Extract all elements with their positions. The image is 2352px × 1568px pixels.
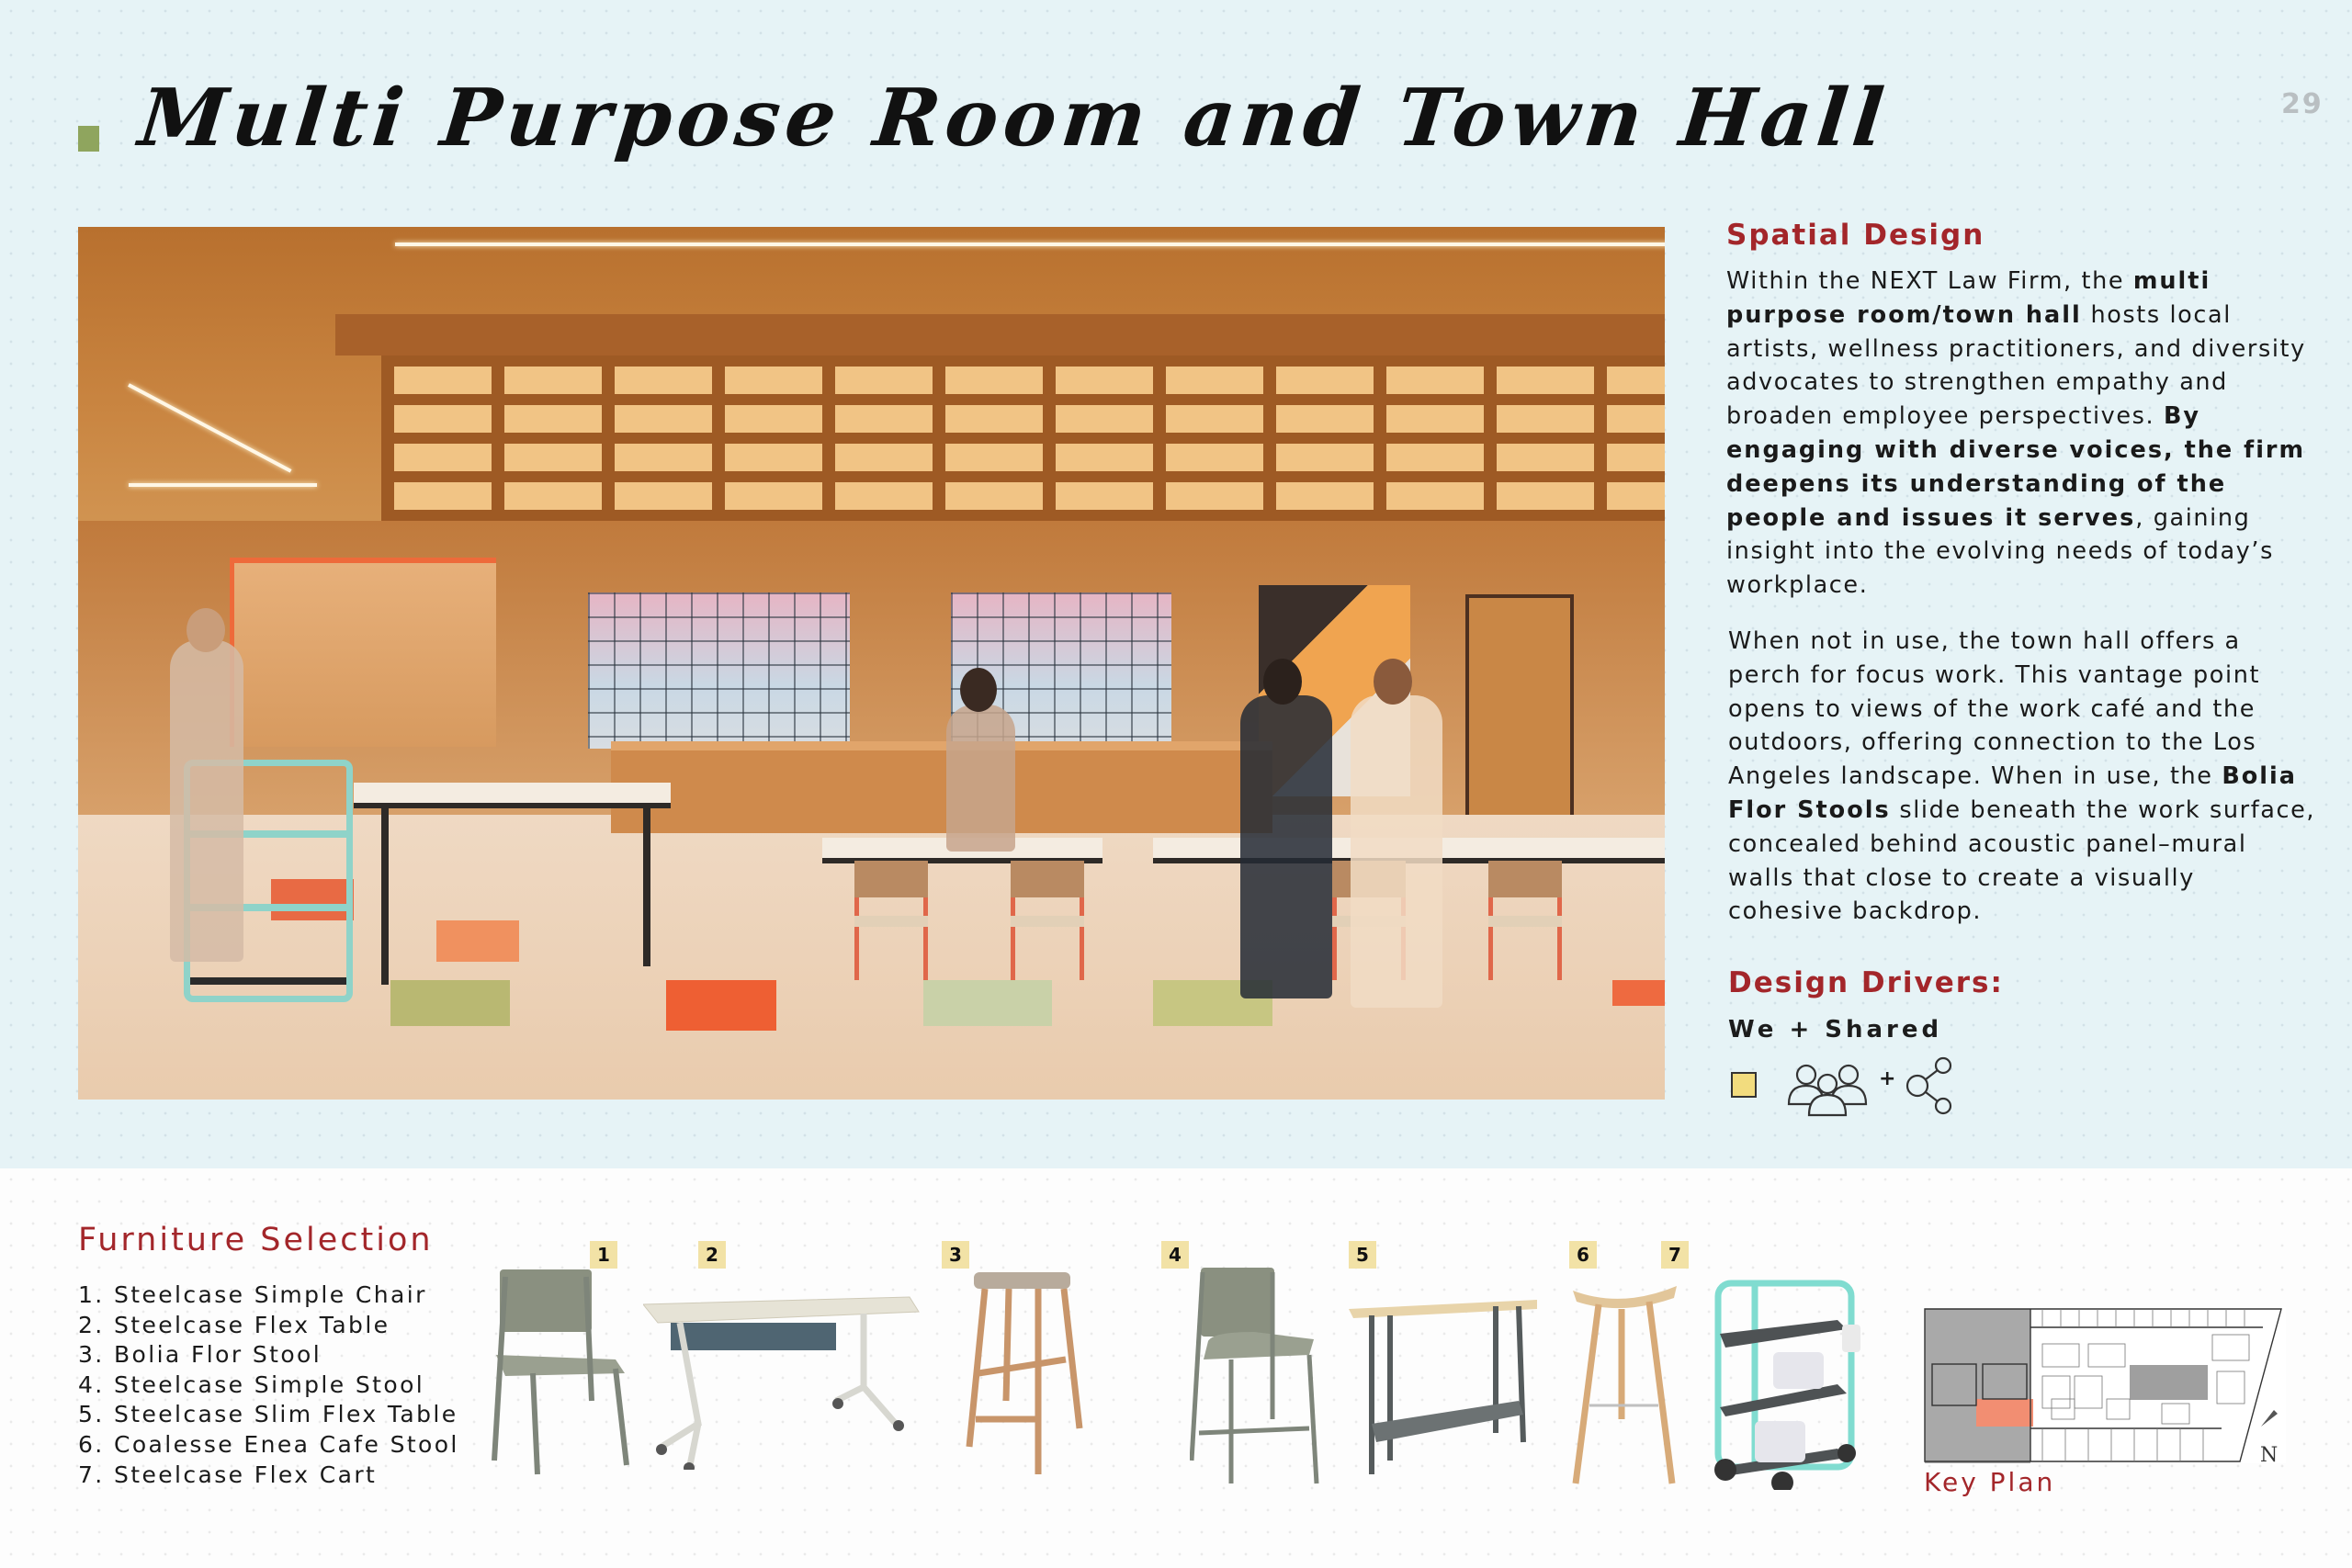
- floor-tile: [436, 920, 519, 962]
- furniture-list-item: 1. Steelcase Simple Chair: [78, 1281, 427, 1308]
- design-drivers-subheading: We + Shared: [1728, 1016, 1943, 1043]
- light-strip: [129, 483, 317, 487]
- design-drivers-heading: Design Drivers:: [1728, 966, 2004, 999]
- table-leg: [381, 806, 389, 985]
- furniture-list: [78, 1280, 459, 1490]
- chair: [854, 861, 928, 980]
- title-bullet-icon: [78, 126, 99, 152]
- driver-color-swatch: [1731, 1072, 1757, 1098]
- flex-cart-image: [1709, 1279, 1865, 1490]
- floor-tile: [1612, 980, 1665, 1006]
- spatial-design-heading: Spatial Design: [1726, 219, 1985, 252]
- chair: [1011, 861, 1084, 980]
- plus-icon: +: [1879, 1067, 1896, 1090]
- coffered-ceiling: [381, 355, 1665, 521]
- kitchenette: [230, 558, 496, 747]
- furniture-selection-heading: Furniture Selection: [78, 1222, 434, 1258]
- flex-table-image: [643, 1286, 937, 1470]
- furniture-list-item: 3. Bolia Flor Stool: [78, 1341, 322, 1369]
- north-label: N: [2260, 1444, 2278, 1463]
- person: [1240, 695, 1332, 998]
- people-group-icon: [1783, 1062, 1871, 1117]
- page-number: 29: [2281, 88, 2324, 120]
- window: [588, 592, 850, 749]
- text-run: slide beneath the work surface, concealed behind acoustic panel–mural walls that close to create a visually cohesive backdrop.: [1728, 795, 2316, 926]
- furniture-badge-6: 6: [1569, 1241, 1597, 1269]
- cart-shelf: [190, 977, 346, 985]
- text-run: , gaining insight into the evolving needs of today’s workplace.: [1726, 503, 2274, 600]
- person-head: [960, 668, 997, 712]
- spatial-design-paragraph-1: [1726, 265, 2314, 603]
- furniture-badge-1: 1: [590, 1241, 617, 1269]
- light-strip: [395, 243, 1665, 246]
- person-head: [1374, 659, 1412, 705]
- furniture-badge-4: 4: [1161, 1241, 1189, 1269]
- furniture-list-item: 7. Steelcase Flex Cart: [78, 1461, 378, 1488]
- floor-tile: [390, 980, 510, 1026]
- room-rendering-image: [78, 227, 1665, 1100]
- furniture-list-item: 4. Steelcase Simple Stool: [78, 1371, 425, 1398]
- person-head: [187, 608, 225, 652]
- key-plan-label: Key Plan: [1924, 1467, 2056, 1497]
- high-table: [354, 783, 671, 808]
- enea-cafe-stool-image: [1571, 1281, 1681, 1488]
- person-head: [1263, 659, 1302, 705]
- slim-flex-table-image: [1349, 1295, 1542, 1479]
- door: [1465, 594, 1574, 850]
- text-run-bold: multi purpose room/town hall: [1726, 267, 2211, 329]
- table-leg: [643, 806, 650, 966]
- text-run-bold: By engaging with diverse voices, the firm deepens its understanding of the people and issues it serves: [1726, 402, 2306, 532]
- text-run: hosts local artists, wellness practitioners, and diversity advocates to strengthen empathy and broaden employee perspectives.: [1726, 300, 2306, 431]
- text-run: Within the NEXT Law Firm, the: [1726, 267, 2133, 295]
- furniture-list-item: 2. Steelcase Flex Table: [78, 1311, 390, 1338]
- flor-stool-image: [965, 1272, 1093, 1479]
- person: [170, 640, 243, 962]
- furniture-list-item: 6. Coalesse Enea Cafe Stool: [78, 1430, 459, 1458]
- person: [1351, 695, 1442, 1008]
- spatial-design-paragraph-2: [1728, 625, 2316, 929]
- floor-tile: [666, 980, 776, 1031]
- furniture-badge-2: 2: [698, 1241, 726, 1269]
- page-title: Multi Purpose Room and Town Hall: [134, 72, 1894, 164]
- furniture-list-item: 5. Steelcase Slim Flex Table: [78, 1401, 458, 1428]
- floor-tile: [923, 980, 1052, 1026]
- furniture-badge-7: 7: [1661, 1241, 1689, 1269]
- simple-stool-image: [1190, 1268, 1328, 1488]
- chair: [1488, 861, 1562, 980]
- person: [946, 705, 1015, 852]
- ceiling-beam: [335, 314, 1665, 355]
- furniture-badge-5: 5: [1349, 1241, 1376, 1269]
- text-run: When not in use, the town hall offers a perch for focus work. This vantage point opens to views of the work café and the outdoors, offering connection to the Los Angeles landscape. When in use, the: [1728, 627, 2261, 791]
- cafe-counter: [611, 741, 1272, 833]
- share-icon: [1905, 1056, 1956, 1115]
- simple-chair-image: [487, 1268, 634, 1479]
- furniture-badge-3: 3: [942, 1241, 969, 1269]
- key-plan-floorplan: [1923, 1307, 2286, 1463]
- text-run-bold: Bolia Flor Stools: [1728, 762, 2297, 824]
